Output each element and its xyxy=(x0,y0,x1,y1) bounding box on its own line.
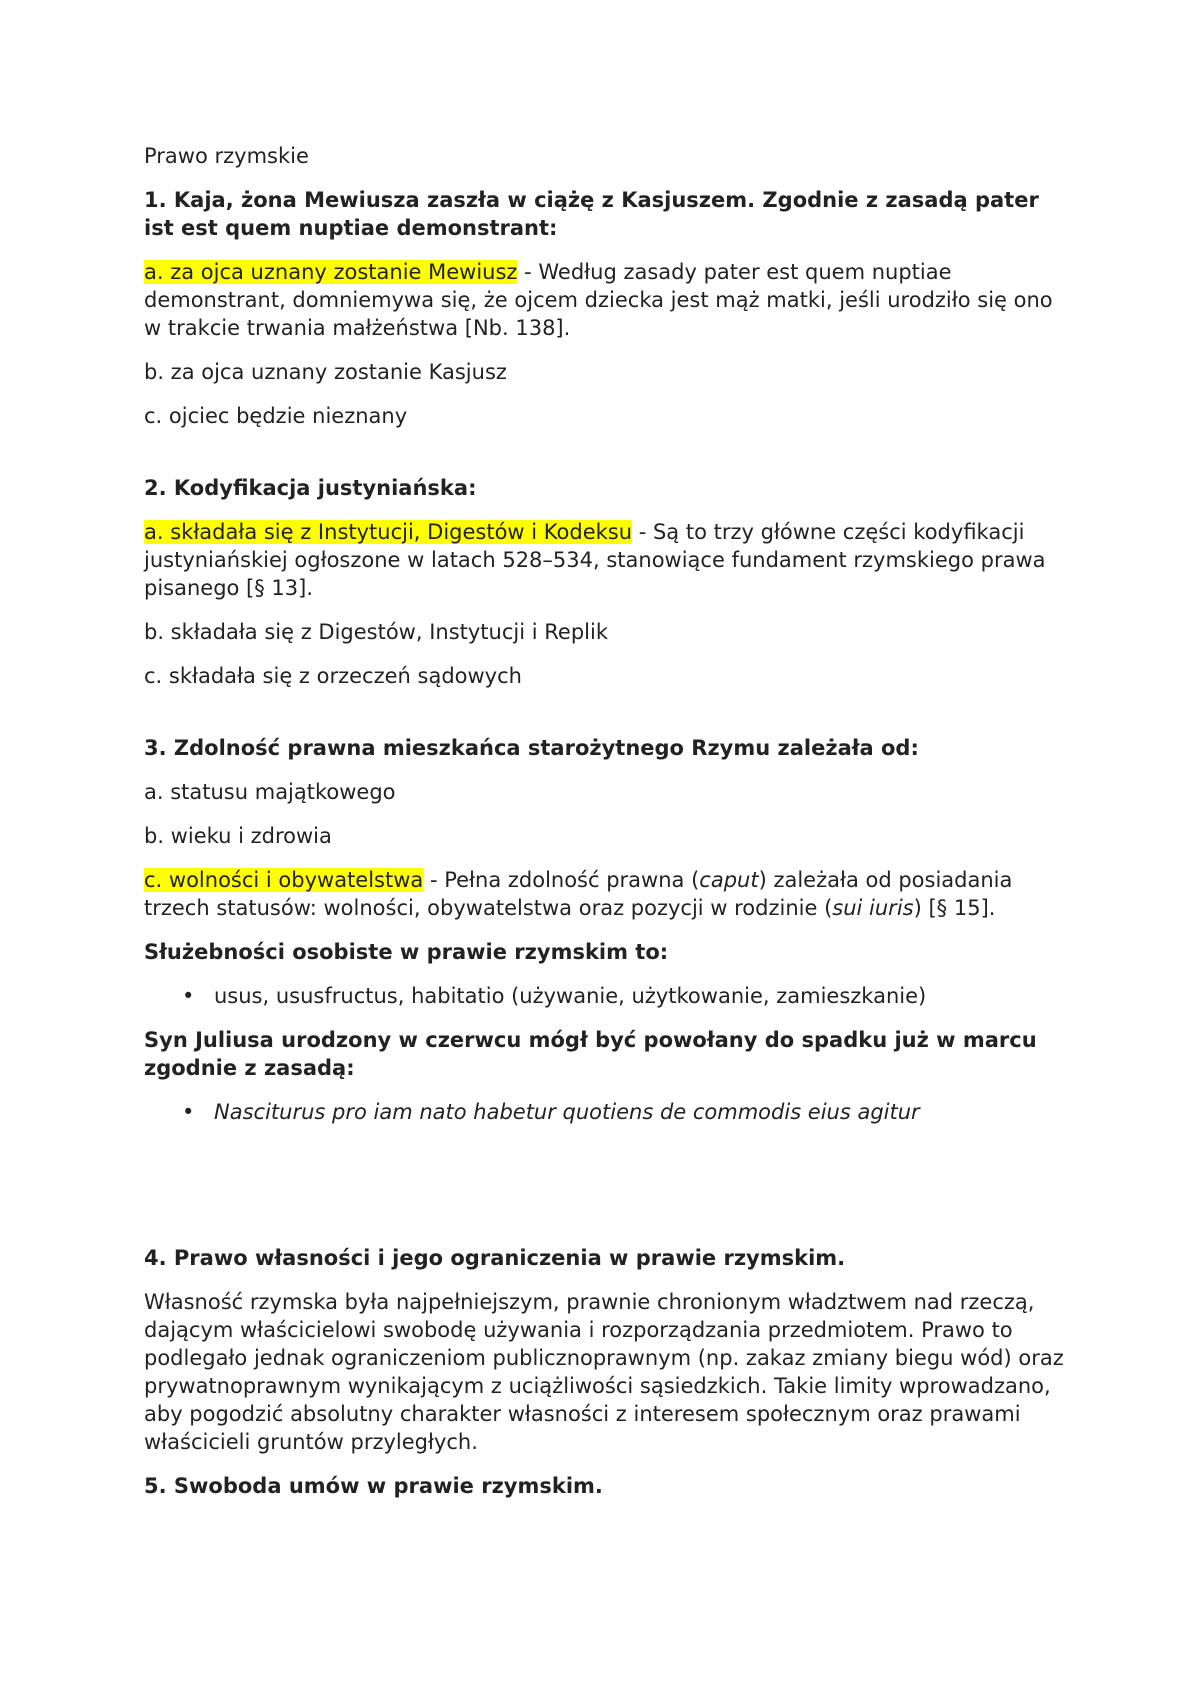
q3-answer-c-highlight: c. wolności i obywatelstwa xyxy=(144,868,424,892)
q1-answer-c: c. ojciec będzie nieznany xyxy=(144,404,408,428)
question-5: 5. Swoboda umów w prawie rzymskim. xyxy=(144,1474,603,1498)
q2-answer-a-explanation: - Są to trzy główne części kodyfikacji justyniańskiej ogłoszone w latach 528–534, stanowiące fundament rzymskiego prawa pisanego [§ 13]. xyxy=(144,520,1046,600)
q1-answer-a-highlight: a. za ojca uznany zostanie Mewiusz xyxy=(144,260,518,284)
q3-answer-c-italic-sui-iuris: sui iuris xyxy=(832,896,914,920)
q2-answer-a xyxy=(144,518,1069,602)
q3-answer-c-text-1: - Pełna zdolność prawna ( xyxy=(423,868,700,892)
question-4: 4. Prawo własności i jego ograniczenia w prawie rzymskim. xyxy=(144,1246,846,1270)
list-item-text: usus, ususfructus, habitatio (używanie, użytkowanie, zamieszkanie) xyxy=(214,984,927,1008)
document-page xyxy=(144,142,1069,1516)
question-1: 1. Kaja, żona Mewiusza zaszła w ciążę z Kasjuszem. Zgodnie z zasadą pater ist est quem nuptiae demonstrant: xyxy=(144,188,1039,240)
q3-answer-c xyxy=(144,866,1069,922)
question-2: 2. Kodyfikacja justyniańska: xyxy=(144,476,477,500)
q3-answer-c-text-3: ) [§ 15]. xyxy=(913,896,996,920)
q3-answer-b: b. wieku i zdrowia xyxy=(144,824,332,848)
q2-answer-b: b. składała się z Digestów, Instytucji i Replik xyxy=(144,620,608,644)
servitudes-heading: Służebności osobiste w prawie rzymskim to: xyxy=(144,940,669,964)
q4-body: Własność rzymska była najpełniejszym, prawnie chronionym władztwem nad rzeczą, dającym właścicielowi swobodę używania i rozporządzania przedmiotem. Prawo to podlegało jednak ograniczeniom publicznoprawnym (np. zakaz zmiany biegu wód) oraz prywatnoprawnym wynikającym z uciążliwości sąsiedzkich. Takie limity wprowadzano, aby pogodzić absolutny charakter własności z interesem społecznym oraz prawami właścicieli gruntów przyległych. xyxy=(144,1290,1064,1454)
q3-answer-a: a. statusu majątkowego xyxy=(144,780,396,804)
list-item xyxy=(144,982,1069,1010)
question-3: 3. Zdolność prawna mieszkańca starożytnego Rzymu zależała od: xyxy=(144,736,919,760)
nasciturus-heading: Syn Juliusa urodzony w czerwcu mógł być powołany do spadku już w marcu zgodnie z zasadą: xyxy=(144,1028,1037,1080)
q3-answer-c-text-2: ) zależała od posiadania trzech statusów: wolności, obywatelstwa oraz pozycji w rodzinie ( xyxy=(144,868,1013,920)
bullet-icon: • xyxy=(182,1100,195,1124)
q1-answer-b: b. za ojca uznany zostanie Kasjusz xyxy=(144,360,507,384)
nasciturus-list xyxy=(144,1098,1069,1126)
document-title: Prawo rzymskie xyxy=(144,144,309,168)
q1-answer-a xyxy=(144,258,1069,342)
bullet-icon: • xyxy=(182,984,195,1008)
servitudes-list xyxy=(144,982,1069,1010)
q1-answer-a-explanation: - Według zasady pater est quem nuptiae demonstrant, domniemywa się, że ojcem dziecka jest mąż matki, jeśli urodziło się ono w trakcie trwania małżeństwa [Nb. 138]. xyxy=(144,260,1053,340)
list-item xyxy=(144,1098,1069,1126)
list-item-text: Nasciturus pro iam nato habetur quotiens de commodis eius agitur xyxy=(214,1100,920,1124)
q2-answer-a-highlight: a. składała się z Instytucji, Digestów i Kodeksu xyxy=(144,520,633,544)
q3-answer-c-italic-caput: caput xyxy=(699,868,759,892)
q2-answer-c: c. składała się z orzeczeń sądowych xyxy=(144,664,522,688)
